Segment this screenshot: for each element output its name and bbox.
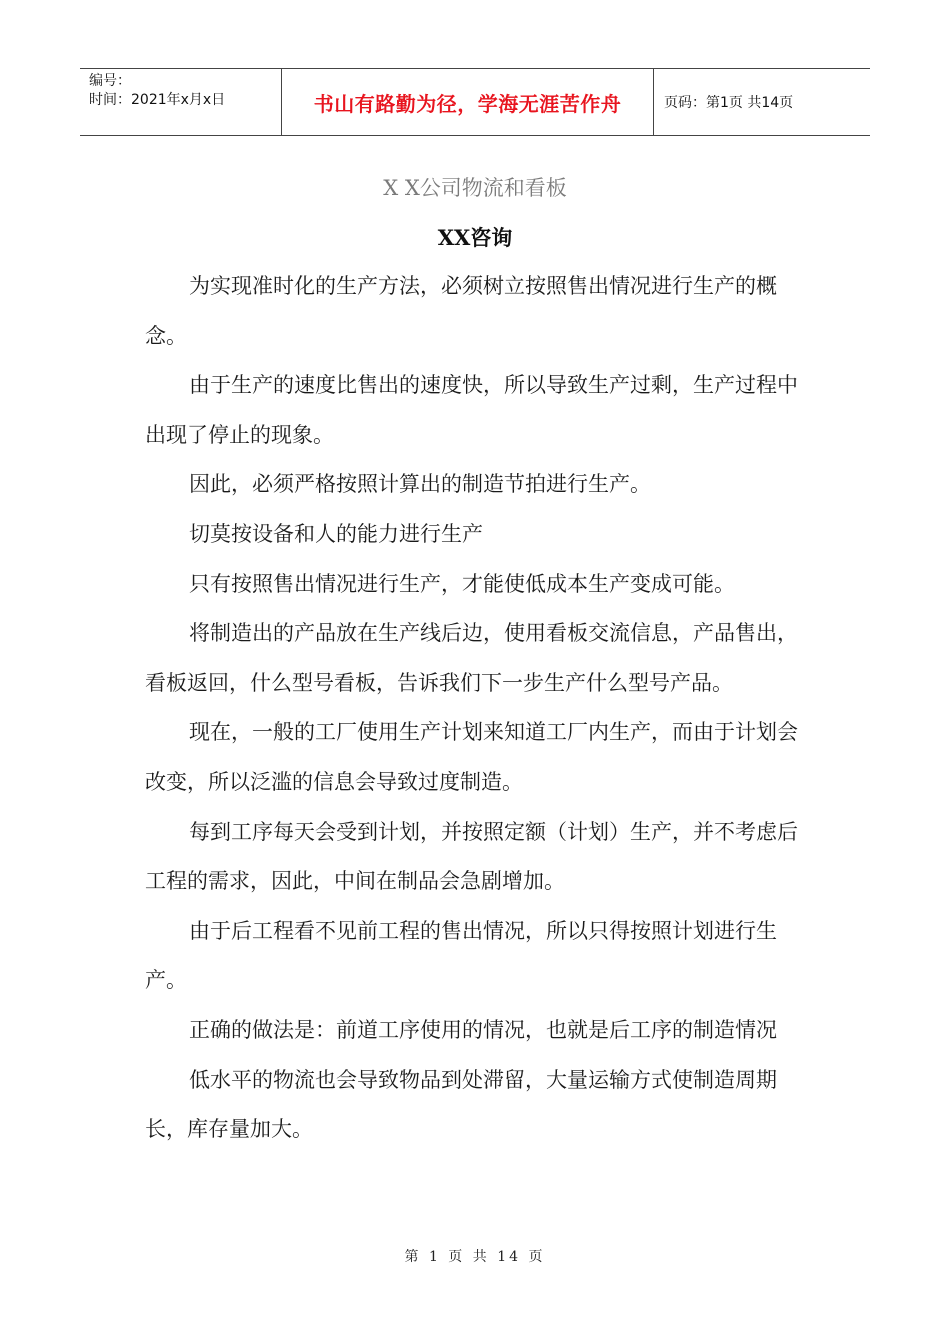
header-motto-cell	[282, 69, 654, 135]
document-header	[80, 68, 870, 136]
paragraph: 现在，一般的工厂使用生产计划来知道工厂内生产，而由于计划会改变，所以泛滥的信息会导致过度制造。	[145, 720, 798, 794]
date-label: 时间：2021年x月x日	[89, 92, 226, 108]
document-subtitle: XX咨询	[437, 225, 513, 250]
paragraph: 正确的做法是：前道工序使用的情况，也就是后工序的制造情况	[189, 1017, 777, 1042]
paragraph: 因此，必须严格按照计算出的制造节拍进行生产。	[189, 472, 651, 497]
paragraph: 由于生产的速度比售出的速度快，所以导致生产过剩，生产过程中出现了停止的现象。	[145, 373, 798, 447]
paragraph: 低水平的物流也会导致物品到处滞留，大量运输方式使制造周期长，库存量加大。	[145, 1067, 777, 1142]
document-body	[145, 262, 805, 1155]
number-label: 编号：	[89, 73, 131, 89]
document-title: X X公司物流和看板	[383, 176, 567, 200]
paragraph: 由于后工程看不见前工程的售出情况，所以只得按照计划进行生产。	[145, 918, 777, 993]
page-footer: 第 1 页 共 14 页	[404, 1249, 546, 1265]
paragraph: 每到工序每天会受到计划，并按照定额（计划）生产，并不考虑后工程的需求，因此，中间在制品会急剧增加。	[145, 819, 798, 894]
paragraph: 将制造出的产品放在生产线后边，使用看板交流信息，产品售出，看板返回，什么型号看板，告诉我们下一步生产什么型号产品。	[145, 621, 798, 695]
paragraph: 只有按照售出情况进行生产，才能使低成本生产变成可能。	[189, 571, 735, 596]
header-page-cell	[654, 69, 870, 135]
paragraph: 为实现准时化的生产方法，必须树立按照售出情况进行生产的概念。	[145, 274, 777, 348]
motto-text: 书山有路勤为径，学海无涯苦作舟	[313, 91, 622, 116]
paragraph: 切莫按设备和人的能力进行生产	[189, 521, 483, 546]
page-label: 页码：第1页 共14页	[664, 95, 794, 111]
header-meta-cell	[80, 69, 282, 135]
